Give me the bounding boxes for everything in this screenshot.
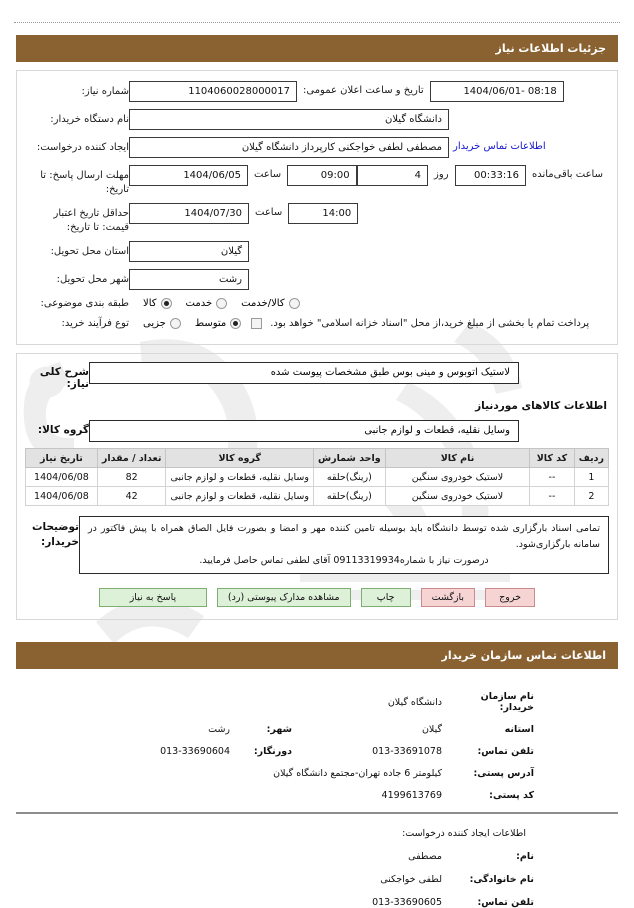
row-postal-code bbox=[16, 790, 618, 801]
col-group: گروه کالا bbox=[166, 449, 313, 468]
bottom-divider bbox=[16, 812, 618, 814]
description-line-1: تمامی اسناد بارگزاری شده توسط دانشگاه باید بوسیله تامین کننده مهر و امضا و بصورت فایل الصاق همراه با پیش فاکتور در سامانه بارگزاری‌شود. bbox=[88, 523, 600, 551]
buyer-org-value: دانشگاه گیلان bbox=[129, 109, 449, 130]
contact-fax-label: دورنگار: bbox=[253, 746, 292, 758]
creator-first-name-label: نام: bbox=[516, 851, 534, 863]
category-option-2[interactable] bbox=[186, 298, 228, 309]
need-number-value: 1104060028000017 bbox=[129, 81, 297, 102]
row-city bbox=[25, 269, 609, 290]
summary-value: لاستیک اتوبوس و مینی بوس طبق مشخصات پیوست شده bbox=[89, 362, 519, 384]
action-button-bar bbox=[25, 588, 609, 607]
need-details-panel bbox=[16, 70, 618, 345]
row-creator bbox=[25, 137, 609, 158]
need-number-label: شماره نیاز: bbox=[81, 86, 129, 97]
back-button[interactable]: بازگشت bbox=[421, 588, 475, 607]
reply-deadline-date: 1404/06/05 bbox=[129, 165, 248, 186]
checkbox-icon-treasury[interactable] bbox=[251, 318, 262, 329]
row-description bbox=[25, 516, 609, 574]
col-code: کد کالا bbox=[530, 449, 575, 468]
row-summary bbox=[25, 362, 609, 390]
cell-code: -- bbox=[530, 487, 575, 506]
category-option-3-label: کالا/خدمت bbox=[241, 298, 285, 310]
cell-name: لاستیک خودروی سنگین bbox=[385, 487, 529, 506]
cell-unit: (رینگ)حلقه bbox=[313, 468, 385, 487]
radio-icon-goods[interactable] bbox=[161, 298, 172, 309]
description-box bbox=[79, 516, 609, 574]
goods-group-value: وسایل نقلیه، قطعات و لوازم جانبی bbox=[89, 420, 519, 442]
col-quantity: تعداد / مقدار bbox=[97, 449, 166, 468]
section-header-buyer-contact: اطلاعات تماس سازمان خریدار bbox=[16, 642, 618, 669]
price-validity-time-label: ساعت bbox=[255, 207, 283, 218]
col-date: تاریخ نیاز bbox=[26, 449, 98, 468]
contact-province-value: گیلان bbox=[421, 724, 442, 736]
creator-last-name-label: نام خانوادگی: bbox=[469, 874, 534, 886]
city-label: شهر محل تحویل: bbox=[56, 274, 129, 285]
process-option-2[interactable] bbox=[195, 318, 241, 329]
row-address bbox=[16, 768, 618, 779]
cell-date: 1404/06/08 bbox=[26, 468, 98, 487]
price-validity-time: 14:00 bbox=[288, 203, 358, 224]
cell-group: وسایل نقلیه، قطعات و لوازم جانبی bbox=[166, 468, 313, 487]
creator-label: ایجاد کننده درخواست: bbox=[36, 142, 129, 153]
row-process-type bbox=[25, 317, 609, 331]
contact-postal-label: کد پستی: bbox=[489, 790, 534, 802]
row-goods-group bbox=[25, 420, 609, 442]
days-unit-label: روز bbox=[434, 169, 449, 180]
radio-icon-service[interactable] bbox=[216, 298, 227, 309]
cell-date: 1404/06/08 bbox=[26, 487, 98, 506]
process-option-1[interactable] bbox=[143, 318, 181, 329]
org-name-value: دانشگاه گیلان bbox=[387, 696, 442, 708]
countdown-value: 00:33:16 bbox=[455, 165, 526, 186]
row-category bbox=[25, 297, 609, 311]
cell-group: وسایل نقلیه، قطعات و لوازم جانبی bbox=[166, 487, 313, 506]
row-org-name bbox=[16, 691, 618, 713]
row-reply-deadline bbox=[25, 165, 609, 196]
contact-postal-value: 4199613769 bbox=[381, 790, 442, 802]
radio-icon-goods-service[interactable] bbox=[289, 298, 300, 309]
goods-group-label: گروه کالا: bbox=[37, 424, 89, 436]
contact-fax-value: 013-33690604 bbox=[160, 746, 230, 758]
buyer-org-label: نام دستگاه خریدار: bbox=[50, 114, 129, 125]
cell-quantity: 82 bbox=[97, 468, 166, 487]
row-need-number bbox=[25, 81, 609, 102]
col-name: نام کالا bbox=[385, 449, 529, 468]
category-option-3[interactable] bbox=[241, 298, 300, 309]
table-row bbox=[26, 468, 609, 487]
description-label: توضیحات خریدار: bbox=[31, 521, 79, 548]
row-price-validity bbox=[25, 203, 609, 234]
category-label: طبقه بندی موضوعی: bbox=[40, 298, 129, 309]
contact-phone-value: 013-33691078 bbox=[372, 746, 442, 758]
province-label: استان محل تحویل: bbox=[50, 246, 129, 257]
cell-row: 2 bbox=[574, 487, 608, 506]
col-row: ردیف bbox=[574, 449, 608, 468]
summary-label: شرح کلی نیاز: bbox=[39, 366, 89, 390]
contact-city-value: رشت bbox=[208, 724, 230, 736]
cell-row: 1 bbox=[574, 468, 608, 487]
radio-icon-medium[interactable] bbox=[230, 318, 241, 329]
radio-icon-minor[interactable] bbox=[170, 318, 181, 329]
cell-code: -- bbox=[530, 468, 575, 487]
contact-address-label: آدرس پستی: bbox=[473, 768, 534, 780]
items-table bbox=[25, 448, 609, 506]
days-remaining-value: 4 bbox=[357, 165, 428, 186]
cell-name: لاستیک خودروی سنگین bbox=[385, 468, 529, 487]
countdown-label: ساعت باقی‌مانده bbox=[531, 169, 603, 180]
contact-city-label: شهر: bbox=[266, 724, 292, 736]
category-option-2-label: خدمت bbox=[185, 298, 213, 310]
process-option-2-label: متوسط bbox=[194, 317, 227, 329]
description-line-2: درصورت نیاز با شماره09113319934 آقای لطفی تماس حاصل فرمایید. bbox=[199, 555, 489, 567]
contact-province-label: استانه bbox=[504, 724, 534, 736]
section-header-need-details: جزئیات اطلاعات نیاز bbox=[16, 35, 618, 62]
creator-first-name-value: مصطفی bbox=[408, 851, 442, 863]
print-button[interactable]: چاپ bbox=[361, 588, 411, 607]
category-option-1-label: کالا bbox=[143, 298, 157, 310]
top-divider bbox=[14, 22, 620, 23]
reply-deadline-label: مهلت ارسال پاسخ: تا تاریخ: bbox=[40, 170, 129, 195]
category-option-1[interactable] bbox=[143, 298, 172, 309]
row-province-city bbox=[16, 724, 618, 735]
table-row bbox=[26, 487, 609, 506]
contact-phone-label: تلفن تماس: bbox=[477, 746, 534, 758]
row-province bbox=[25, 241, 609, 262]
public-announce-value: 1404/06/01- 08:18 bbox=[430, 81, 564, 102]
row-creator-phone bbox=[16, 897, 618, 908]
table-header-row bbox=[26, 449, 609, 468]
creator-contact-block bbox=[16, 851, 618, 908]
cell-unit: (رینگ)حلقه bbox=[313, 487, 385, 506]
province-value: گیلان bbox=[129, 241, 249, 262]
price-validity-label: حداقل تاریخ اعتبار قیمت: تا تاریخ: bbox=[53, 208, 129, 233]
org-name-label: نام سازمان خریدار: bbox=[480, 691, 534, 714]
row-creator-first-name bbox=[16, 851, 618, 862]
city-value: رشت bbox=[129, 269, 249, 290]
respond-to-need-button[interactable]: پاسخ به نیاز bbox=[99, 588, 207, 607]
reply-deadline-time-label: ساعت bbox=[253, 169, 282, 180]
creator-section-heading: اطلاعات ایجاد کننده درخواست: bbox=[402, 828, 526, 840]
col-unit: واحد شمارش bbox=[313, 449, 385, 468]
view-attachments-button[interactable]: مشاهده مدارک پیوستی (رد) bbox=[217, 588, 351, 607]
row-creator-last-name bbox=[16, 874, 618, 885]
buyer-contact-link[interactable]: اطلاعات تماس خریدار bbox=[453, 141, 546, 152]
creator-value: مصطفی لطفی خواجکنی کارپرداز دانشگاه گیلان bbox=[129, 137, 449, 158]
process-option-1-label: جزیی bbox=[143, 317, 166, 329]
row-buyer-org bbox=[25, 109, 609, 130]
goods-info-heading: اطلاعات کالاهای موردنیاز bbox=[475, 400, 607, 412]
row-phone-fax bbox=[16, 746, 618, 757]
public-announce-label: تاریخ و ساعت اعلان عمومی: bbox=[303, 85, 424, 96]
contact-address-value: کیلومتر 6 جاده تهران-مجتمع دانشگاه گیلان bbox=[273, 768, 442, 780]
creator-phone-value: 013-33690605 bbox=[372, 897, 442, 908]
exit-button[interactable]: خروج bbox=[485, 588, 535, 607]
treasury-note-text: پرداخت تمام یا بخشی از مبلغ خرید،از محل "اسناد خزانه اسلامی" خواهد بود. bbox=[270, 317, 590, 329]
reply-deadline-time: 09:00 bbox=[287, 165, 356, 186]
process-label: توع فرآیند خرید: bbox=[61, 317, 129, 329]
cell-quantity: 42 bbox=[97, 487, 166, 506]
page-root bbox=[0, 22, 634, 908]
price-validity-date: 1404/07/30 bbox=[129, 203, 249, 224]
creator-phone-label: تلفن تماس: bbox=[477, 897, 534, 908]
creator-last-name-value: لطفی خواجکنی bbox=[380, 874, 442, 886]
buyer-contact-block bbox=[16, 691, 618, 801]
goods-panel bbox=[16, 353, 618, 620]
